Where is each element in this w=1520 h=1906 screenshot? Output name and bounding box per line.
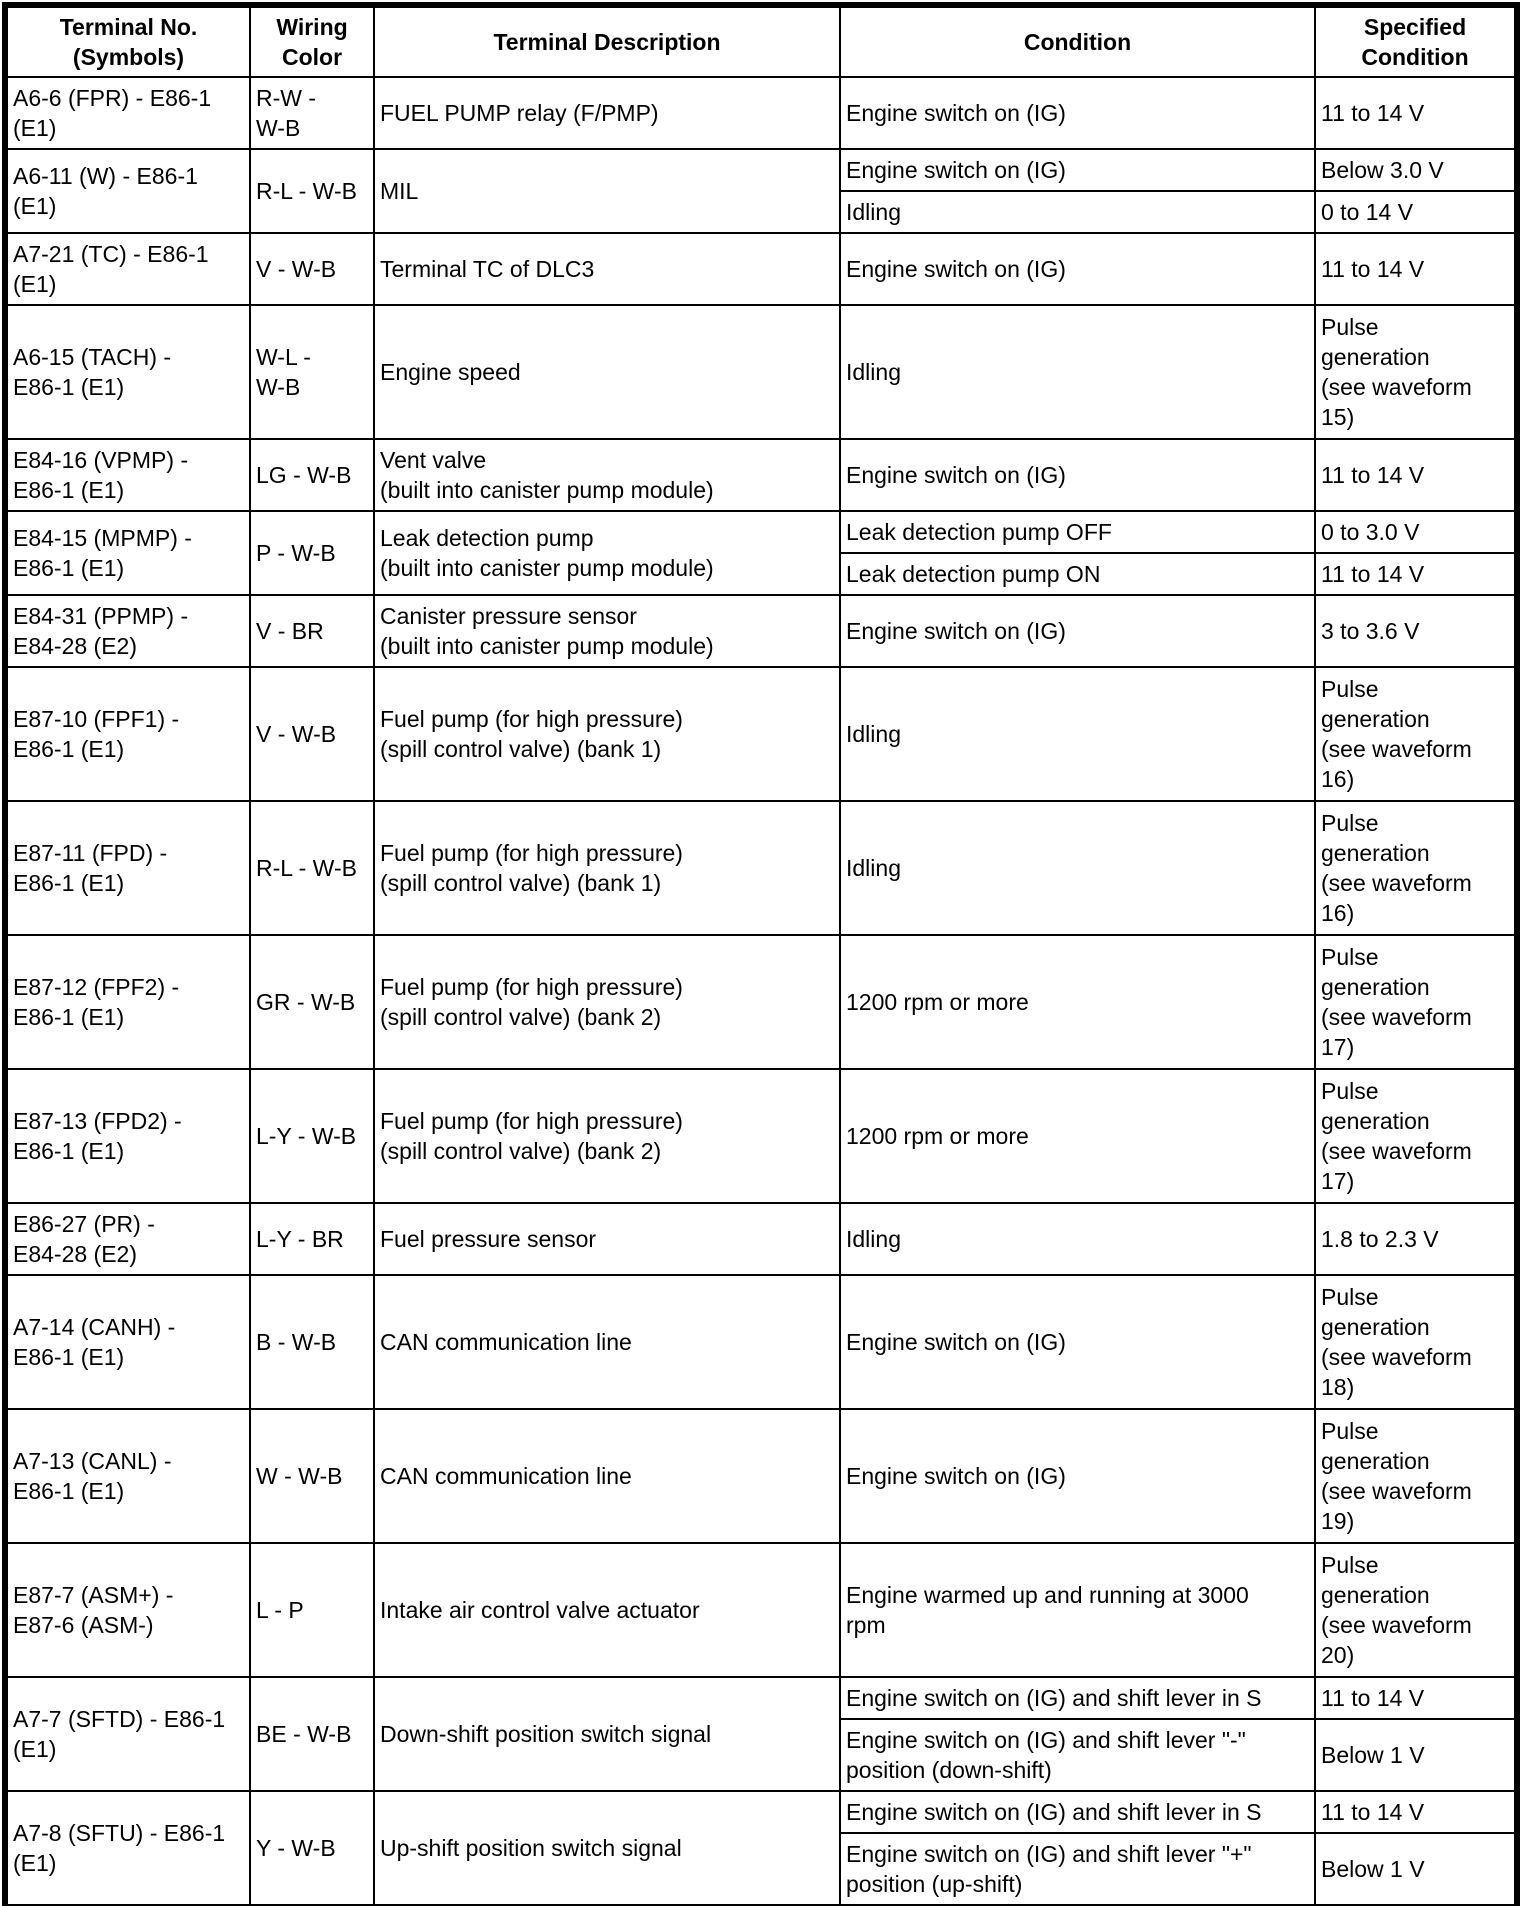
terminal-cell: E87-7 (ASM+) - E87-6 (ASM-) <box>7 1543 250 1677</box>
condition-cell: Idling <box>840 667 1315 801</box>
condition-cell: Engine switch on (IG) and shift lever "+" position (up-shift) <box>840 1833 1315 1905</box>
header-specified: Specified Condition <box>1315 7 1515 77</box>
header-wiring: Wiring Color <box>250 7 374 77</box>
terminal-cell: A6-15 (TACH) - E86-1 (E1) <box>7 305 250 439</box>
description-cell: Fuel pump (for high pressure) (spill control valve) (bank 2) <box>374 1069 840 1203</box>
table-row <box>7 935 1515 1069</box>
terminal-cell: E87-12 (FPF2) - E86-1 (E1) <box>7 935 250 1069</box>
specified-cell: 11 to 14 V <box>1315 1791 1515 1833</box>
specified-cell: Below 3.0 V <box>1315 149 1515 191</box>
condition-cell: Idling <box>840 305 1315 439</box>
specified-cell: 0 to 14 V <box>1315 191 1515 233</box>
specified-cell: 11 to 14 V <box>1315 1677 1515 1719</box>
description-cell: Fuel pump (for high pressure) (spill control valve) (bank 2) <box>374 935 840 1069</box>
description-cell: Leak detection pump (built into canister pump module) <box>374 511 840 595</box>
description-cell: Canister pressure sensor (built into canister pump module) <box>374 595 840 667</box>
terminal-cell: A7-13 (CANL) - E86-1 (E1) <box>7 1409 250 1543</box>
specified-cell: Pulse generation (see waveform 17) <box>1315 1069 1515 1203</box>
table-row <box>7 1203 1515 1275</box>
wiring-cell: L-Y - BR <box>250 1203 374 1275</box>
wiring-cell: R-L - W-B <box>250 149 374 233</box>
wiring-cell: W - W-B <box>250 1409 374 1543</box>
specified-cell: 11 to 14 V <box>1315 439 1515 511</box>
specified-cell: Pulse generation (see waveform 17) <box>1315 935 1515 1069</box>
wiring-cell: V - W-B <box>250 667 374 801</box>
header-row <box>7 7 1515 77</box>
terminal-cell: A7-14 (CANH) - E86-1 (E1) <box>7 1275 250 1409</box>
specified-cell: Pulse generation (see waveform 16) <box>1315 667 1515 801</box>
wiring-cell: LG - W-B <box>250 439 374 511</box>
specified-cell: 11 to 14 V <box>1315 77 1515 149</box>
condition-cell: Engine switch on (IG) <box>840 233 1315 305</box>
wiring-cell: BE - W-B <box>250 1677 374 1791</box>
wiring-cell: L-Y - W-B <box>250 1069 374 1203</box>
wiring-cell: P - W-B <box>250 511 374 595</box>
terminal-cell: A7-8 (SFTU) - E86-1 (E1) <box>7 1791 250 1905</box>
terminal-table <box>6 6 1516 1906</box>
table-row <box>7 667 1515 801</box>
specified-cell: 11 to 14 V <box>1315 233 1515 305</box>
condition-cell: Leak detection pump ON <box>840 553 1315 595</box>
table-row <box>7 439 1515 511</box>
table-row <box>7 595 1515 667</box>
table-row <box>7 511 1515 553</box>
table-row <box>7 801 1515 935</box>
table-row <box>7 1069 1515 1203</box>
header-description: Terminal Description <box>374 7 840 77</box>
table-row <box>7 1791 1515 1833</box>
description-cell: CAN communication line <box>374 1409 840 1543</box>
description-cell: Down-shift position switch signal <box>374 1677 840 1791</box>
description-cell: CAN communication line <box>374 1275 840 1409</box>
condition-cell: Engine switch on (IG) and shift lever in S <box>840 1677 1315 1719</box>
terminal-cell: A7-21 (TC) - E86-1 (E1) <box>7 233 250 305</box>
table-row <box>7 1409 1515 1543</box>
table-row <box>7 305 1515 439</box>
table-row <box>7 1275 1515 1409</box>
condition-cell: Engine warmed up and running at 3000 rpm <box>840 1543 1315 1677</box>
terminal-cell: E84-15 (MPMP) - E86-1 (E1) <box>7 511 250 595</box>
wiring-cell: V - BR <box>250 595 374 667</box>
condition-cell: Engine switch on (IG) <box>840 1275 1315 1409</box>
condition-cell: Leak detection pump OFF <box>840 511 1315 553</box>
specified-cell: Pulse generation (see waveform 20) <box>1315 1543 1515 1677</box>
description-cell: Fuel pump (for high pressure) (spill control valve) (bank 1) <box>374 801 840 935</box>
description-cell: Vent valve (built into canister pump module) <box>374 439 840 511</box>
description-cell: Intake air control valve actuator <box>374 1543 840 1677</box>
table-row <box>7 233 1515 305</box>
terminal-cell: A6-11 (W) - E86-1 (E1) <box>7 149 250 233</box>
terminal-cell: A7-7 (SFTD) - E86-1 (E1) <box>7 1677 250 1791</box>
description-cell: Fuel pump (for high pressure) (spill control valve) (bank 1) <box>374 667 840 801</box>
description-cell: Engine speed <box>374 305 840 439</box>
condition-cell: Engine switch on (IG) <box>840 77 1315 149</box>
table-row <box>7 77 1515 149</box>
description-cell: MIL <box>374 149 840 233</box>
table-row <box>7 1677 1515 1719</box>
description-cell: Up-shift position switch signal <box>374 1791 840 1905</box>
specified-cell: Below 1 V <box>1315 1833 1515 1905</box>
condition-cell: Engine switch on (IG) and shift lever "-" position (down-shift) <box>840 1719 1315 1791</box>
condition-cell: Engine switch on (IG) and shift lever in S <box>840 1791 1315 1833</box>
specified-cell: 11 to 14 V <box>1315 553 1515 595</box>
specified-cell: 3 to 3.6 V <box>1315 595 1515 667</box>
table-body <box>7 77 1515 1905</box>
terminal-cell: E87-10 (FPF1) - E86-1 (E1) <box>7 667 250 801</box>
specified-cell: Pulse generation (see waveform 18) <box>1315 1275 1515 1409</box>
condition-cell: 1200 rpm or more <box>840 935 1315 1069</box>
specified-cell: Pulse generation (see waveform 19) <box>1315 1409 1515 1543</box>
description-cell: FUEL PUMP relay (F/PMP) <box>374 77 840 149</box>
wiring-cell: V - W-B <box>250 233 374 305</box>
specified-cell: 0 to 3.0 V <box>1315 511 1515 553</box>
header-terminal: Terminal No. (Symbols) <box>7 7 250 77</box>
terminal-cell: E87-13 (FPD2) - E86-1 (E1) <box>7 1069 250 1203</box>
header-condition: Condition <box>840 7 1315 77</box>
specified-cell: Pulse generation (see waveform 16) <box>1315 801 1515 935</box>
specified-cell: 1.8 to 2.3 V <box>1315 1203 1515 1275</box>
terminal-cell: E84-16 (VPMP) - E86-1 (E1) <box>7 439 250 511</box>
terminal-cell: E84-31 (PPMP) - E84-28 (E2) <box>7 595 250 667</box>
terminal-cell: A6-6 (FPR) - E86-1 (E1) <box>7 77 250 149</box>
condition-cell: Idling <box>840 191 1315 233</box>
wiring-cell: L - P <box>250 1543 374 1677</box>
wiring-cell: GR - W-B <box>250 935 374 1069</box>
wiring-cell: B - W-B <box>250 1275 374 1409</box>
wiring-cell: R-W - W-B <box>250 77 374 149</box>
wiring-cell: R-L - W-B <box>250 801 374 935</box>
wiring-cell: Y - W-B <box>250 1791 374 1905</box>
condition-cell: Engine switch on (IG) <box>840 595 1315 667</box>
terminal-cell: E87-11 (FPD) - E86-1 (E1) <box>7 801 250 935</box>
description-cell: Fuel pressure sensor <box>374 1203 840 1275</box>
specified-cell: Pulse generation (see waveform 15) <box>1315 305 1515 439</box>
specified-cell: Below 1 V <box>1315 1719 1515 1791</box>
terminal-cell: E86-27 (PR) - E84-28 (E2) <box>7 1203 250 1275</box>
condition-cell: 1200 rpm or more <box>840 1069 1315 1203</box>
table-row <box>7 1543 1515 1677</box>
table-row <box>7 149 1515 191</box>
condition-cell: Engine switch on (IG) <box>840 1409 1315 1543</box>
condition-cell: Idling <box>840 1203 1315 1275</box>
wiring-cell: W-L - W-B <box>250 305 374 439</box>
condition-cell: Engine switch on (IG) <box>840 149 1315 191</box>
description-cell: Terminal TC of DLC3 <box>374 233 840 305</box>
condition-cell: Engine switch on (IG) <box>840 439 1315 511</box>
condition-cell: Idling <box>840 801 1315 935</box>
